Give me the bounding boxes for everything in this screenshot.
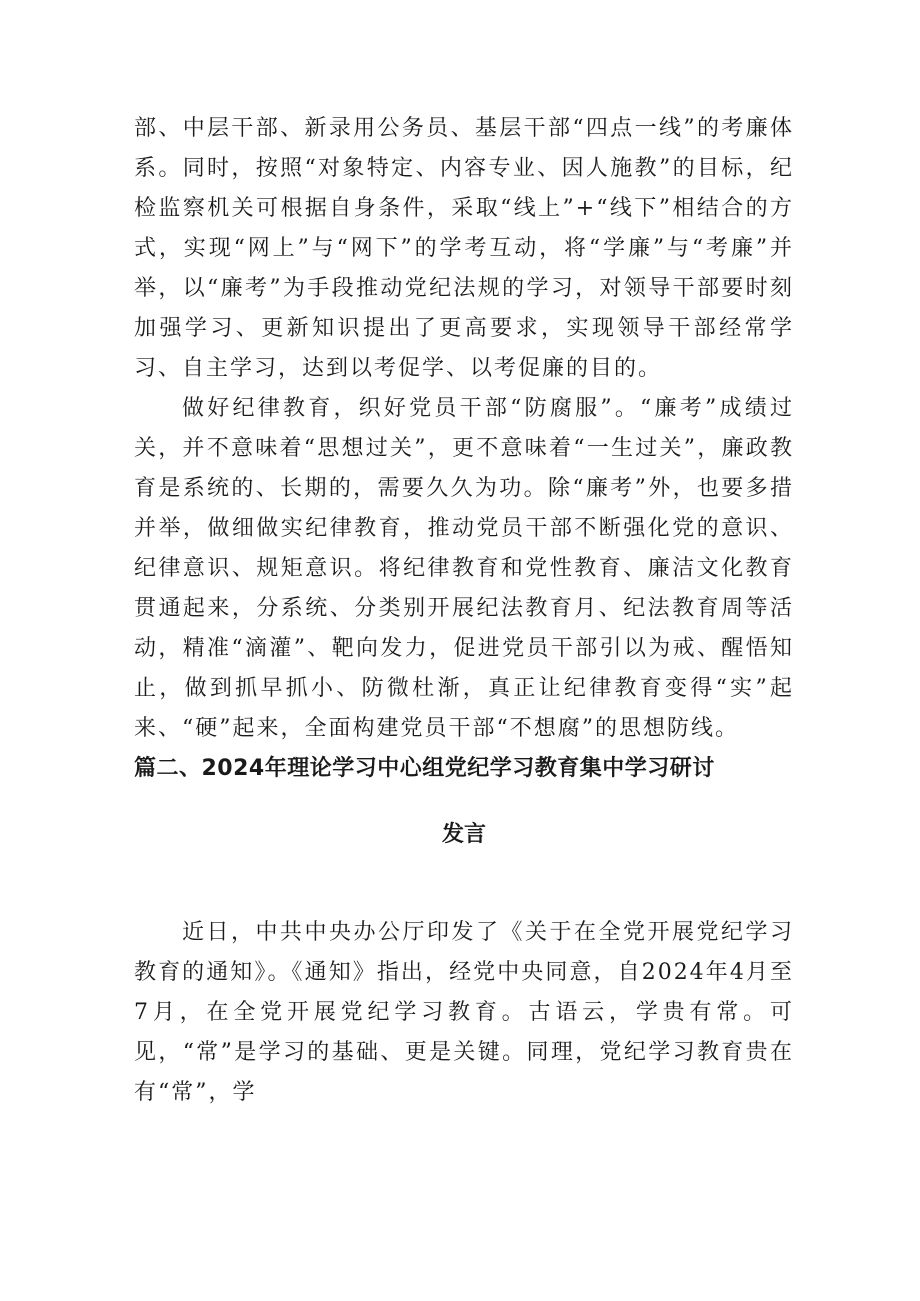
- spacer: [134, 855, 794, 913]
- section-heading: [134, 749, 794, 855]
- paragraph-continued: 部、中层干部、新录用公务员、基层干部“四点一线”的考廉体系。同时，按照“对象特定、内容专业、因人施教”的目标，纪检监察机关可根据自身条件，采取“线上”+“线下”相结合的方式，实现“网上”与“网下”的学考互动，将“学廉”与“考廉”并举，以“廉考”为手段推动党纪法规的学习，对领导干部要时刻加强学习、更新知识提出了更高要求，实现领导干部经常学习、自主学习，达到以考促学、以考促廉的目的。: [134, 116, 794, 381]
- document-body: [134, 109, 794, 1113]
- section-heading-subtitle: 发言: [441, 822, 486, 847]
- paragraph-discipline-education: 做好纪律教育，织好党员干部“防腐服”。“廉考”成绩过关，并不意味着“思想过关”，更不意味着“一生过关”，廉政教育是系统的、长期的，需要久久为功。除“廉考”外，也要多措并举，做细做实纪律教育，推动党员干部不断强化党的意识、纪律意识、规矩意识。将纪律教育和党性教育、廉洁文化教育贯通起来，分系统、分类别开展纪法教育月、纪法教育周等活动，精准“滴灌”、靶向发力，促进党员干部引以为戒、醒悟知止，做到抓早抓小、防微杜渐，真正让纪律教育变得“实”起来、“硬”起来，全面构建党员干部“不想腐”的思想防线。: [134, 396, 794, 741]
- paragraph-intro: 近日，中共中央办公厅印发了《关于在全党开展党纪学习教育的通知》。《通知》指出，经党中央同意，自2024年4月至7月，在全党开展党纪学习教育。古语云，学贵有常。可见，“常”是学习的基础、更是关键。同理，党纪学习教育贵在有“常”，学: [134, 920, 794, 1105]
- section-heading-title: 篇二、2024年理论学习中心组党纪学习教育集中学习研讨: [134, 756, 715, 781]
